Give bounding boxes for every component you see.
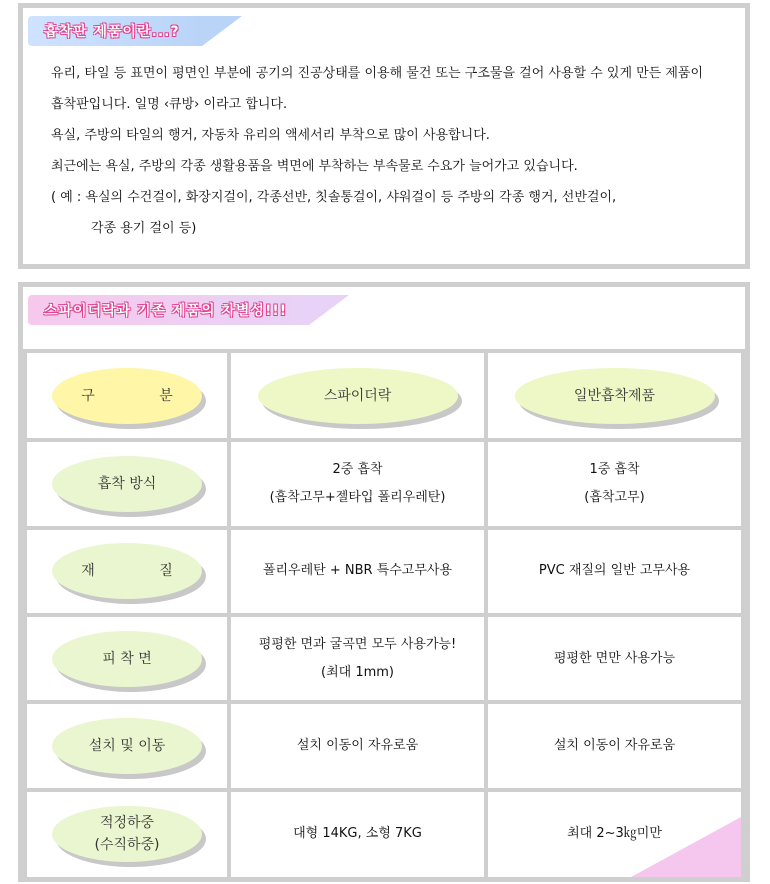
row-col1-cell <box>231 617 484 700</box>
row-label-oval <box>52 543 202 599</box>
row-col2-line1: 설치 이동이 자유로움 <box>553 737 676 753</box>
comparison-section <box>18 282 750 882</box>
header-col2-text: 일반흡착제품 <box>573 387 656 404</box>
row-label-text: 재 질 <box>81 563 173 580</box>
row-col1-cell <box>231 530 484 613</box>
row-col1-line1: 평평한 면과 굴곡면 모두 사용가능! <box>258 636 457 652</box>
row-label-oval <box>52 806 202 862</box>
row-col2-cell <box>488 704 741 787</box>
row-label-text-line2: (수직하중) <box>94 837 160 854</box>
intro-line-1: 유리, 타일 등 표면이 평면인 부분에 공기의 진공상태를 이용해 물건 또는 구조물을 걸어 사용할 수 있게 만든 제품이 <box>51 66 704 81</box>
row-col2-cell <box>488 792 741 877</box>
row-col2-cell <box>488 617 741 700</box>
header-col1-text: 스파이더락 <box>323 387 392 404</box>
header-col2-oval <box>515 368 715 424</box>
row-col1-cell <box>231 442 484 525</box>
table-row <box>27 530 741 613</box>
comparison-banner <box>28 292 349 328</box>
header-label-oval <box>52 368 202 424</box>
row-col2-line2: (흡착고무) <box>584 490 645 505</box>
row-col2-line1: 평평한 면만 사용가능 <box>553 650 676 666</box>
row-col1-cell <box>231 704 484 787</box>
header-col1-oval <box>258 368 458 424</box>
table-header-row <box>27 353 741 438</box>
table-row <box>27 442 741 525</box>
header-col2-cell <box>488 353 741 438</box>
row-label-cell <box>27 617 227 700</box>
row-col1-line1: 대형 14KG, 소형 7KG <box>293 826 422 842</box>
row-col2-cell <box>488 530 741 613</box>
header-label-text: 구 분 <box>81 387 173 404</box>
row-label-text: 설치 및 이동 <box>88 737 166 754</box>
header-col1-cell <box>231 353 484 438</box>
row-col1-line1: 폴리우레탄 + NBR 특수고무사용 <box>262 563 453 579</box>
table-row <box>27 704 741 787</box>
row-label-oval <box>52 456 202 512</box>
intro-line-3: 욕실, 주방의 타일의 행거, 자동차 유리의 액세서리 부착으로 많이 사용합니다. <box>51 128 490 143</box>
table-row <box>27 617 741 700</box>
comparison-banner-title: 스파이더락과 기존 제품의 차별성!!! <box>28 295 309 325</box>
row-label-oval <box>52 718 202 774</box>
row-label-text: 피 착 면 <box>102 650 152 667</box>
row-label-oval <box>52 631 202 687</box>
intro-banner-tail <box>202 16 242 46</box>
row-col1-line1: 설치 이동이 자유로움 <box>296 737 419 753</box>
row-col1-line2: (최대 1mm) <box>321 664 394 680</box>
intro-banner <box>28 13 242 49</box>
intro-line-6: 각종 용기 걸이 등) <box>91 221 197 236</box>
intro-section <box>18 3 750 269</box>
intro-text <box>51 58 751 244</box>
intro-line-5: ( 예 : 욕실의 수건걸이, 화장지걸이, 각종선반, 칫솔통걸이, 샤워걸이 등 주방의 각종 행거, 선반걸이, <box>51 190 617 205</box>
row-label-cell <box>27 442 227 525</box>
table-row <box>27 792 741 877</box>
row-label-text: 흡착 방식 <box>97 476 157 492</box>
row-col2-line1: 최대 2~3㎏미만 <box>567 826 662 842</box>
row-col1-line1: 2중 흡착 <box>332 462 383 477</box>
row-label-cell <box>27 530 227 613</box>
row-col2-line1: PVC 재질의 일반 고무사용 <box>538 563 691 579</box>
intro-line-4: 최근에는 욕실, 주방의 각종 생활용품을 벽면에 부착하는 부속물로 수요가 늘어가고 있습니다. <box>51 159 578 174</box>
row-col1-line2: (흡착고무+젤타입 폴리우레탄) <box>269 490 446 505</box>
comparison-table <box>23 349 745 881</box>
row-label-text-line1: 적정하중 <box>99 815 155 832</box>
comparison-banner-tail <box>309 295 349 325</box>
intro-line-2: 흡착판입니다. 일명 ‹큐방› 이라고 합니다. <box>51 97 288 112</box>
row-label-cell <box>27 704 227 787</box>
row-col2-cell <box>488 442 741 525</box>
header-label-cell <box>27 353 227 438</box>
row-col2-line1: 1중 흡착 <box>589 462 640 477</box>
pink-corner-decoration <box>631 817 741 877</box>
intro-banner-title: 흡착판 제품이란...? <box>28 16 202 46</box>
row-col1-cell <box>231 792 484 877</box>
row-label-cell <box>27 792 227 877</box>
